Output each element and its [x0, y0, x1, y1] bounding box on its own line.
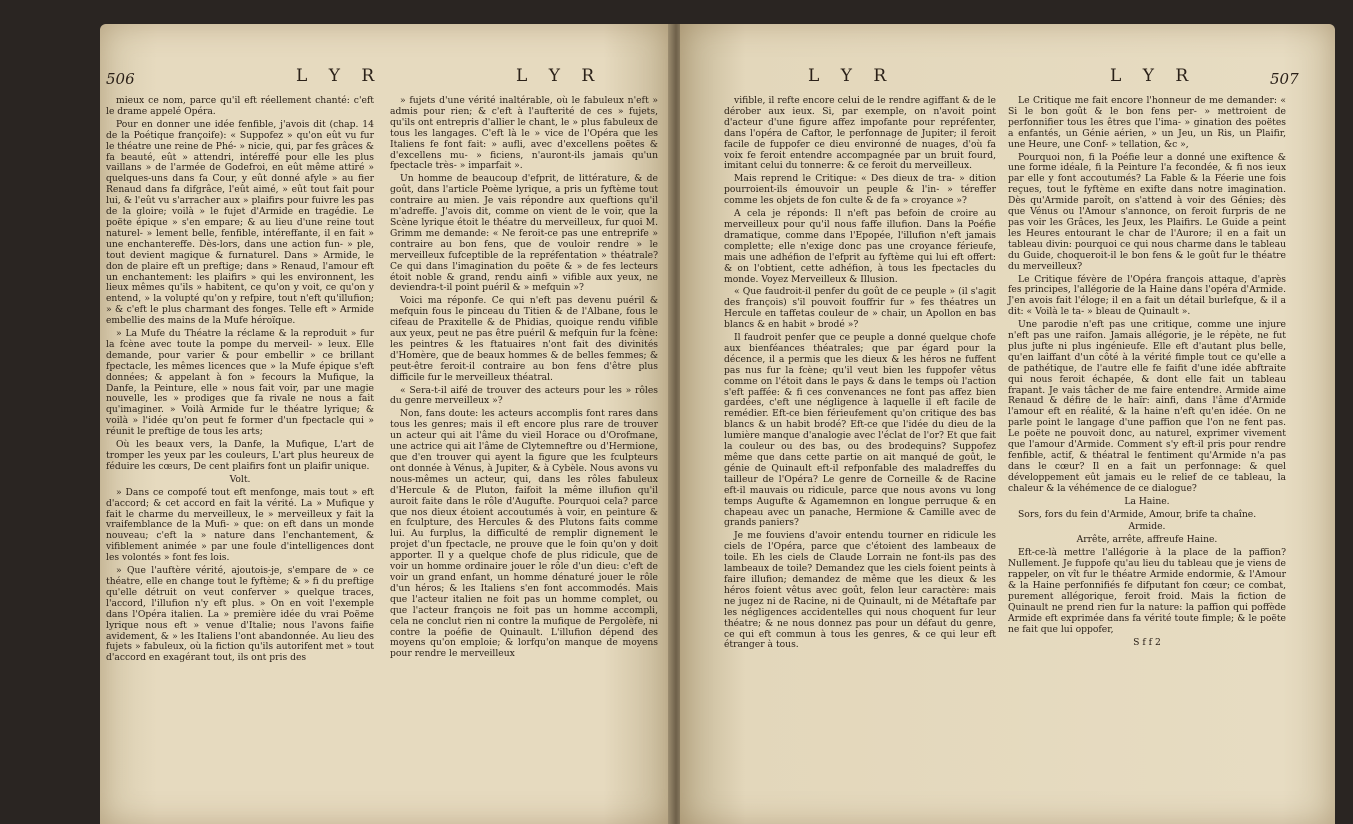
paragraph: Voici ma réponfe. Ce qui n'eft pas devenu puéril & mefquin fous le pinceau du Titien & de l'Albane, fous le cifeau de Praxitelle & de Phidias, quoique rendu vifible aux yeux, peut ne pas être puéril & mefquin fur la fcène: les peintres & les ftatuaires n'ont fait des divinités d'Homère, que de beaux hommes & de belles femmes; & peut-être feroit-il contraire au bon fens d'être plus difficile fur le merveilleux théatral.: [390, 295, 658, 383]
left-column-2: [390, 96, 658, 662]
page-number-right: 507: [1270, 70, 1299, 88]
paragraph: Pourquoi non, fi la Poéfie leur a donné une exiftence & une forme idéale, fi la Peinture l'a fecondée, & fi nos ieux par elle y font accoutumés? La Fable & la Féerie une fois reçues, tout le fyftème en exifte dans notre imagination. Dès qu'Armide paroît, on s'attend à voir des Génies; dès que Vénus ou l'Amour s'annonce, on feroit furpris de ne pas voir les Grâces, les Jeux, les Plaifirs. Le Guide a peint les Heures entourant le char de l'Aurore; il en a fait un tableau divin: pourquoi ce qui nous charme dans le tableau du Guide, choqueroit-il le bon fens & le goût fur le théatre du merveilleux?: [1008, 151, 1286, 272]
page-number-left: 506: [106, 70, 135, 88]
paragraph: Arrête, arrête, affreufe Haine.: [1076, 534, 1218, 546]
paragraph: Non, fans doute: les acteurs accomplis font rares dans tous les genres; mais il eft encore plus rare de trouver un acteur qui ait l'âme du vieil Horace ou d'Orofmane, une actrice qui ait l'âme de Clytemneftre ou d'Hermione, que d'en trouver qui ayent la figure que les fculpteurs ont donnée à Vénus, à Jupiter, & à Cybèle. Nous avons vu nous-mêmes un acteur, qui, dans les rôles fabuleux d'Hercule & de Pluton, faifoit la même illufion qu'il auroit faite dans le rôle d'Augufte. Pourquoi cela? parce que nos dieux étoient accoutumés à voir, en peinture & en fculpture, des Hercules & des Plutons faits comme lui. Au furplus, la difficulté de remplir dignement le projet d'un fpectacle, ne prouve que le foin qu'on y doit apporter. Il y a quelque chofe de plus ridicule, que de voir un homme ordinaire jouer le rôle d'un dieu: c'eft de voir un grand enfant, un homme dénaturé jouer le rôle d'un héros; & les Italiens s'en font accommodés. Mais que l'acteur italien ne foit pas un homme complet, ou que l'acteur françois ne foit pas un homme accompli, cela ne conclut rien ni contre la mufique de Pergolèfe, ni contre la poéfie de Quinault. L'illufion dépend des moyens qu'on emploie; & lorfqu'on manque de moyens pour rendre le merveilleux: [390, 408, 658, 660]
right-column-1: [724, 96, 996, 653]
paragraph: Pour en donner une idée fenfible, j'avois dit (chap. 14 de la Poétique françoife): « Suppofez » qu'on eût vu fur le théatre une reine de Phé- » nicie, qui, par fes grâces & fa beauté, eût » attendri, intéreffé pour elle les plus vaillans » de l'armée de Godefroi, en eût même attiré » quelques-uns dans fa Cour, y eût donné afyle » au fier Renaud dans fa difgrâce, l'eût aimé, » eût tout fait pour lui, & l'eût vu s'arracher aux » plaifirs pour fuivre les pas de la gloire; voilà » le fujet d'Armide en tragédie. Le poëte épique » s'en empare; & au lieu d'une reine tout naturel- » lement belle, fenfible, intéreffante, il en fait » une enchantereffe. Dès-lors, dans une action fun- » ple, tout devient magique & furnaturel. Dans » Armide, le don de plaire eft un preftige; dans » Renaud, l'amour eft un enchantement: les plaifirs » qui les environnent, les lieux mêmes qu'ils » habitent, ce qu'on y voit, ce qu'on y entend, » la volupté qu'on y refpire, tout n'eft qu'illufion; » & c'eft le plus charmant des fonges. Telle eft » Armide embellie des mains de la Mufe héroïque.: [106, 118, 374, 327]
paragraph: » Que l'auftère vérité, ajoutois-je, s'empare de » ce théatre, elle en change tout le fyftème; & » fi du preftige qu'elle détruit on veut conferver » quelque traces, l'accord, l'illufion n'y eft plus. » On en voit l'exemple dans l'Opéra italien. La » première idée du vrai Poëme lyrique nous eft » venue d'Italie; nous l'avons faifie avidement, & » les Italiens l'ont abandonnée. Au lieu des fujets » fabuleux, où la fiction qu'ils autorifent met » tout d'accord en exagérant tout, ils ont pris des: [106, 565, 374, 664]
running-head-left-col1: L Y R: [296, 66, 383, 86]
right-page: [680, 24, 1335, 824]
paragraph: Où les beaux vers, la Danfe, la Mufique, L'art de tromper les yeux par les couleurs, L'art plus heureux de féduire les cœurs, De cent plaifirs font un plaifir unique.: [106, 439, 374, 472]
paragraph: Eft-ce-là mettre l'allégorie à la place de la paffion? Nullement. Je fuppofe qu'au lieu du tableau que je viens de rappeler, on vît fur le théatre Armide endormie, & l'Amour & la Haine perfonnifiés fe difputant fon cœur; ce combat, purement allégorique, feroit froid. Mais la fiction de Quinault ne prend rien fur la nature: la paffion qui poffède Armide eft exprimée dans fa vérité toute fimple; & le poëte ne fait que lui oppofer,: [1008, 547, 1286, 635]
left-page: [100, 24, 672, 824]
open-book: [100, 14, 1340, 824]
right-column-2: [1008, 96, 1286, 650]
running-head-right-col1: L Y R: [808, 66, 895, 86]
paragraph: A cela je réponds: Il n'eft pas befoin de croire au merveilleux pour qu'il nous faffe illufion. Dans la Poéfie dramatique, comme dans l'Epopée, l'illufion n'eft jamais complette; elle n'exige donc pas une croyance férieufe, mais une adhéfion de l'efprit au fyftème qui lui eft offert: & on l'obtient, cette adhéfion, à tous les fpectacles du monde. Voyez Merveilleux & Illusion.: [724, 208, 996, 285]
paragraph: Volt.: [229, 473, 251, 485]
paragraph: Il faudroit penfer que ce peuple a donné quelque chofe aux bienféances théatrales; que par égard pour la décence, il a permis que les dieux & les héros ne fuffent pas nus fur la fcène; qu'il veut bien les fuppofer vêtus comme on l'étoit dans le pays & dans le temps où l'action s'eft paffée: & fi ces convenances ne font pas affez bien gardées, c'eft une négligence à laquelle il eft facile de remédier. Eft-ce bien férieufement qu'on critique des bas blancs & un habit brodé? Eft-ce que l'idée du dieu de la lumière manque d'analogie avec l'éclat de l'or? Et que fait la couleur ou des bas, ou des brodequins? Suppofez même que dans cette partie on ait manqué de goût, le génie de Quinault eft-il refponfable des maladreffes du tailleur de l'Opéra? Le genre de Corneille & de Racine eft-il mauvais ou ridicule, parce que nous avons vu long temps Augufte & Agamemnon en longue perruque & en chapeau avec un panache, Hermione & Camille avec de grands paniers?: [724, 332, 996, 529]
paragraph: » fujets d'une vérité inaltérable, où le fabuleux n'eft » admis pour rien; & c'eft à l'aufterité de ces » fujets, qu'ils ont entrepris d'allier le chant, le » plus fabuleux de tous les langages. C'eft là le » vice de l'Opéra que les Italiens fe font fait: » aufli, avec d'excellens poëtes & d'excellens mu- » ficiens, n'auront-ils jamais qu'un fpectacle très- » imparfait ».: [390, 95, 658, 172]
paragraph: Je me fouviens d'avoir entendu tourner en ridicule les ciels de l'Opéra, parce que c'étoient des lambeaux de toile. Eh les ciels de Claude Lorrain ne font-ils pas des lambeaux de toile? Demandez que les ciels foient peints à faire illufion; demandez de même que les dieux & les héros foient vêtus avec goût, felon leur caractère: mais ne jugez ni de Racine, ni de Quinault, ni de Métaftafe par les négligences accidentelles qui nous choquent fur leur théatre; & ne nous donnez pas pour un défaut du genre, ce qui eft commun à tous les genres, & ce qui leur eft étranger à tous.: [724, 530, 996, 651]
paragraph: » Dans ce compofé tout eft menfonge, mais tout » eft d'accord; & cet accord en fait la vérité. La » Mufique y fait le charme du merveilleux, le » merveilleux y fait la vraifemblance de la Mufi- » que: on eft dans un monde nouveau; c'eft la » nature dans l'enchantement, & vifiblement animée » par une foule d'intelligences dont les volontés » font fes lois.: [106, 486, 374, 564]
paragraph: « Sera-t-il aifé de trouver des acteurs pour les » rôles du genre merveilleux »?: [390, 384, 658, 407]
paragraph: S f f 2: [1133, 636, 1161, 648]
left-column-1: [106, 96, 374, 666]
paragraph: Le Critique févère de l'Opéra françois attaque, d'après fes principes, l'allégorie de la Haine dans l'opéra d'Armide. J'en avois fait l'éloge; il en a fait un détail burlefque, & il a dit: « Voilà le ta- » bleau de Quinault ».: [1008, 273, 1286, 318]
paragraph: vifible, il refte encore celui de le rendre agiffant & de le dérober aux ieux. Si, par exemple, on n'avoit point d'acteur d'une figure affez impofante pour repréfenter, dans l'opéra de Caftor, le perfonnage de Jupiter; il feroit facile de fuppofer ce dieu environné de nuages, d'où fa voix fe feroit entendre accompagnée par un bruit fourd, imitant celui du tonnerre: & ce feroit du merveilleux.: [724, 95, 996, 172]
paragraph: Une parodie n'eft pas une critique, comme une injure n'eft pas une raifon. Jamais allégorie, je le répète, ne fut plus jufte ni plus ingénieufe. Elle eft d'autant plus belle, qu'en laiffant d'un côté à la vérité fimple tout ce qu'elle a de pathétique, de l'autre elle fe faifit d'une idée abftraite qui nous feroit échapée, & dont elle fait un tableau frapant. Je vais tâcher de me faire entendre. Armide aime Renaud & défire de le haïr: ainfi, dans l'âme d'Armide l'amour eft en réalité, & la haine n'eft qu'en idée. On ne parle point le langage d'une paffion que l'on ne fent pas. Le poëte ne pouvoit donc, au naturel, exprimer vivement que l'amour d'Armide. Comment s'y eft-il pris pour rendre fenfible, actif, & théatral le fentiment qu'Armide n'a pas dans le cœur? Il en a fait un perfonnage: & quel développement eût jamais eu le relief de ce tableau, la chaleur & la véhémence de ce dialogue?: [1008, 319, 1286, 494]
paragraph: mieux ce nom, parce qu'il eft réellement chanté: c'eft le drame appelé Opéra.: [106, 95, 374, 117]
running-head-left-col2: L Y R: [516, 66, 603, 86]
paragraph: Mais reprend le Critique: « Des dieux de tra- » dition pourroient-ils émouvoir un peuple & l'in- » téreffer comme les objets de fon culte & de fa » croyance »?: [724, 173, 996, 207]
paragraph: Le Critique me fait encore l'honneur de me demander: « Si le bon goût & le bon fens per- » mettroient de perfonnifier tous les êtres que l'ima- » gination des poëtes a enfantés, un Génie aérien, » un Jeu, un Ris, un Plaifir, une Heure, une Conf- » tellation, &c »,: [1008, 95, 1286, 150]
paragraph: La Haine.: [1124, 495, 1170, 507]
paragraph: » La Mufe du Théatre la réclame & la reproduit » fur la fcène avec toute la pompe du merveil- » leux. Elle demande, pour varier & pour embellir » ce brillant fpectacle, les mêmes licences que » la Mufe épique s'eft données; & appelant à fon » fecours la Mufique, la Danfe, la Peinture, elle » nous fait voir, par une magie nouvelle, les » prodiges que fa rivale ne nous a fait qu'imaginer. » Voilà Armide fur le théatre lyrique; & voilà » l'idée qu'on peut fe former d'un fpectacle qui » réunit le preftige de tous les arts;: [106, 328, 374, 438]
paragraph: « Que faudroit-il penfer du goût de ce peuple » (il s'agit des françois) s'il pouvoit fouffrir fur » fes théatres un Hercule en taffetas couleur de » chair, un Apollon en bas blancs & en habit » brodé »?: [724, 286, 996, 331]
paragraph: Un homme de beaucoup d'efprit, de littérature, & de goût, dans l'article Poème lyrique, a pris un fyftème tout contraire au mien. Je vais répondre aux queftions qu'il m'adreffe. J'avois dit, comme on vient de le voir, que la Scène lyrique étoit le théatre du merveilleux, fur quoi M. Grimm me demande: « Ne feroit-ce pas une entreprife » contraire au bon fens, que de vouloir rendre » le merveilleux fufceptible de la repréfentation » théatrale? Ce qui dans l'imagination du poëte & » de fes lecteurs étoit noble & grand, rendu ainfi » vifible aux yeux, ne deviendra-t-il point puéril & » mefquin »?: [390, 173, 658, 294]
running-head-right-col2: L Y R: [1110, 66, 1197, 86]
paragraph: Sors, fors du fein d'Armide, Amour, brife ta chaîne.: [1018, 508, 1257, 520]
paragraph: Armide.: [1128, 521, 1166, 533]
